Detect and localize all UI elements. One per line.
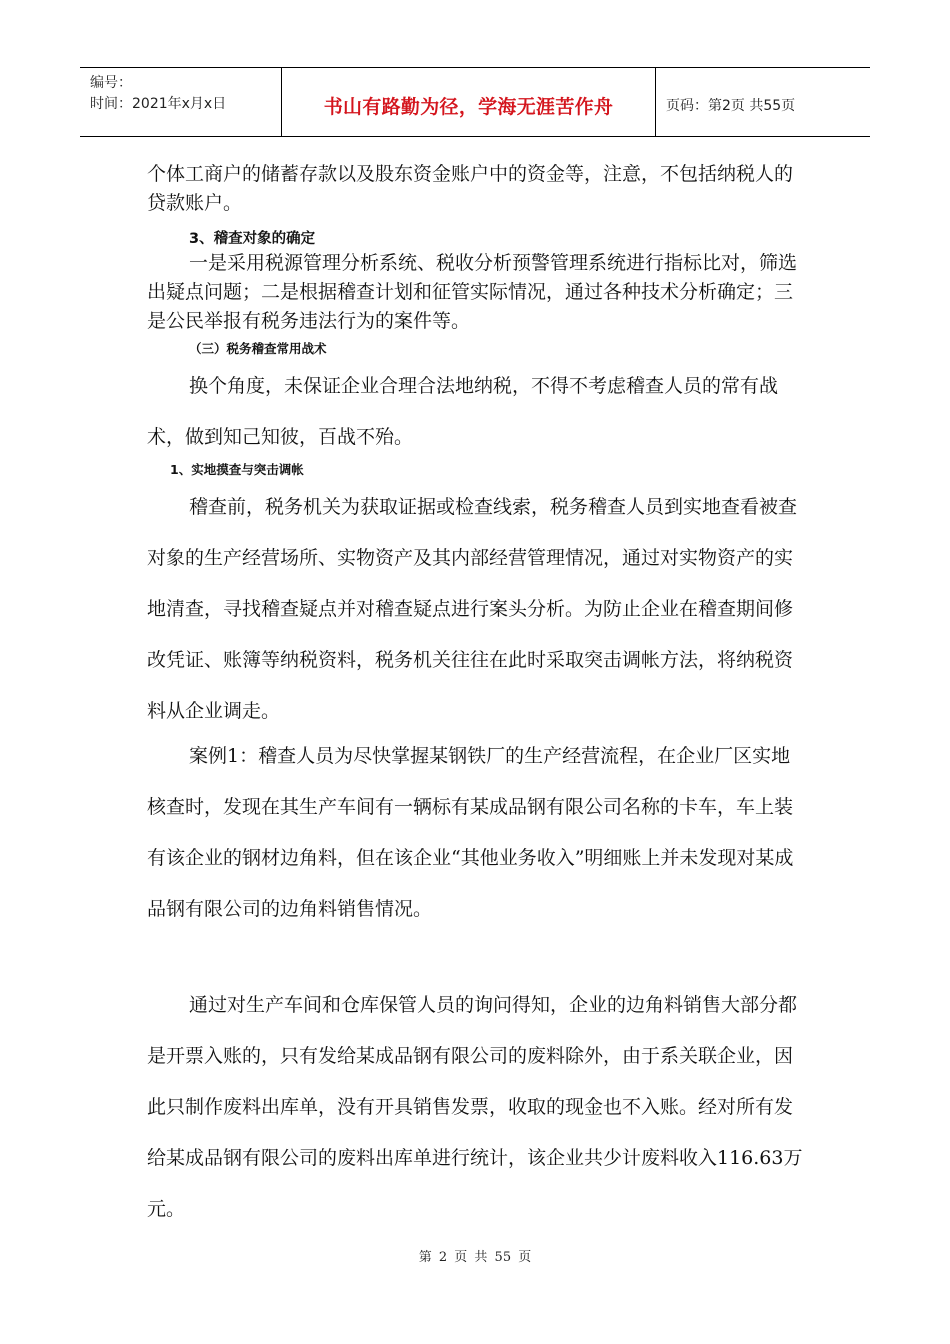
header-page-info: 页码：第2页 共55页 bbox=[666, 98, 796, 114]
header-motto-cell bbox=[282, 68, 656, 136]
paragraph-audit-target: 一是采用税源管理分析系统、税收分析预警管理系统进行指标比对，筛选出疑点问题；二是根据稽查计划和征管实际情况，通过各种技术分析确定；三是公民举报有税务违法行为的案件等。 bbox=[147, 252, 798, 332]
heading-common-tactics: （三）税务稽查常用战术 bbox=[189, 341, 327, 356]
paragraph-account-scope: 个体工商户的储蓄存款以及股东资金账户中的资金等，注意，不包括纳税人的贷款账户。 bbox=[147, 163, 794, 214]
document-time-label: 时间：2021年x月x日 bbox=[90, 96, 227, 112]
paragraph-case-1-findings: 通过对生产车间和仓库保管人员的询问得知，企业的边角料销售大部分都是开票入账的，只有发给某成品钢有限公司的废料除外，由于系关联企业，因此只制作废料出库单，没有开具销售发票，收取的现金也不入账。经对所有发给某成品钢有限公司的废料出库单进行统计，该企业共少计废料收入116.63万元。 bbox=[147, 994, 803, 1220]
paragraph-case-1: 案例1：稽查人员为尽快掌握某钢铁厂的生产经营流程，在企业厂区实地核查时，发现在其生产车间有一辆标有某成品钢有限公司名称的卡车，车上装有该企业的钢材边角料，但在该企业“其他业务收入”明细账上并未发现对某成品钢有限公司的边角料销售情况。 bbox=[147, 745, 794, 920]
paragraph-tactics-intro: 换个角度，未保证企业合理合法地纳税，不得不考虑稽查人员的常有战术，做到知己知彼，百战不殆。 bbox=[147, 375, 779, 448]
heading-audit-target: 3、稽查对象的确定 bbox=[189, 231, 316, 247]
document-number-label: 编号： bbox=[90, 75, 132, 91]
page-header bbox=[80, 67, 870, 137]
header-meta bbox=[80, 68, 282, 136]
header-motto: 书山有路勤为径，学海无涯苦作舟 bbox=[323, 95, 614, 118]
page-footer: 第 2 页 共 55 页 bbox=[418, 1250, 532, 1265]
paragraph-field-check: 稽查前，税务机关为获取证据或检查线索，税务稽查人员到实地查看被查对象的生产经营场所、实物资产及其内部经营管理情况，通过对实物资产的实地清查，寻找稽查疑点并对稽查疑点进行案头分析。为防止企业在稽查期间修改凭证、账簿等纳税资料，税务机关往往在此时采取突击调帐方法，将纳税资料从企业调走。 bbox=[147, 496, 798, 722]
heading-field-check: 1、实地摸查与突击调帐 bbox=[170, 462, 304, 477]
